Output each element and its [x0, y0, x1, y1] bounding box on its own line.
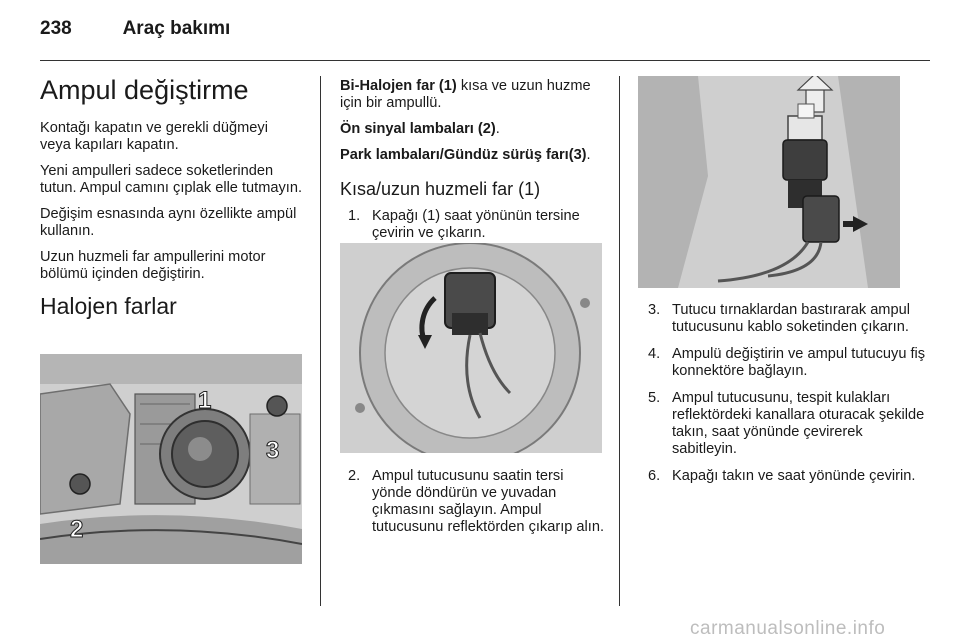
headlamp-illustration: [40, 354, 302, 564]
step-4: 4. Ampulü değiştirin ve ampul tutucuyu fiş konnektöre bağlayın.: [648, 346, 926, 379]
step-1: 1. Kapağı (1) saat yönünün tersine çevirin ve çıkarın.: [348, 208, 580, 241]
cover-removal-illustration: [340, 243, 602, 453]
paragraph-3: Değişim esnasında aynı özellikte ampül kullanın.: [40, 206, 297, 239]
paragraph-2: Yeni ampulleri sadece soketlerinden tutun. Ampul camını çıplak elle tutmayın.: [40, 163, 303, 196]
page-header: [40, 18, 230, 40]
bulb-holder-illustration: [638, 76, 900, 288]
column-divider-2: [619, 76, 620, 606]
step-3: 3. Tutucu tırnaklardan bastırarak ampul tutucusunu kablo soketinden çıkarın.: [648, 302, 910, 335]
header-rule: [40, 60, 930, 61]
page-number: 238: [40, 18, 72, 39]
callout-3: 3: [266, 437, 280, 464]
watermark: carmanualsonline.info: [690, 618, 886, 639]
callout-2: 2: [70, 516, 84, 543]
cover-removal-figure: [340, 243, 602, 453]
paragraph-1: Kontağı kapatın ve gerekli düğmeyi veya kapıları kapatın.: [40, 120, 268, 153]
parking-light-note: Park lambaları/Gündüz sürüş farı(3).: [340, 147, 591, 163]
section-heading-low-high-beam: Kısa/uzun huzmeli far (1): [340, 179, 541, 199]
page-title: Ampul değiştirme: [40, 75, 249, 105]
bi-halogen-note: Bi-Halojen far (1) kısa ve uzun huzme için bir ampullü.: [340, 78, 591, 111]
paragraph-4: Uzun huzmeli far ampullerini motor bölümü içinden değiştirin.: [40, 249, 266, 282]
column-divider-1: [320, 76, 321, 606]
callout-1: 1: [198, 387, 212, 414]
section-title: Araç bakımı: [122, 18, 231, 39]
step-6: 6. Kapağı takın ve saat yönünde çevirin.: [648, 468, 916, 484]
section-heading-halogen: Halojen farlar: [40, 293, 177, 319]
step-5: 5. Ampul tutucusunu, tespit kulakları reflektördeki kanallara oturacak şekilde takın, saat yönünde çevirerek sabitleyin.: [648, 390, 925, 457]
middle-column-lower: [340, 468, 605, 546]
turn-signal-note: Ön sinyal lambaları (2).: [340, 121, 500, 137]
left-column: [40, 74, 302, 338]
right-column: [640, 302, 930, 495]
headlamp-figure: [40, 354, 302, 564]
bulb-holder-figure: [638, 76, 900, 288]
step-2: 2. Ampul tutucusunu saatin tersi yönde döndürün ve yuvadan çıkmasını sağlayın. Ampul tutucusunu reflektörden çıkarıp alın.: [348, 468, 605, 535]
middle-column: [340, 78, 605, 252]
